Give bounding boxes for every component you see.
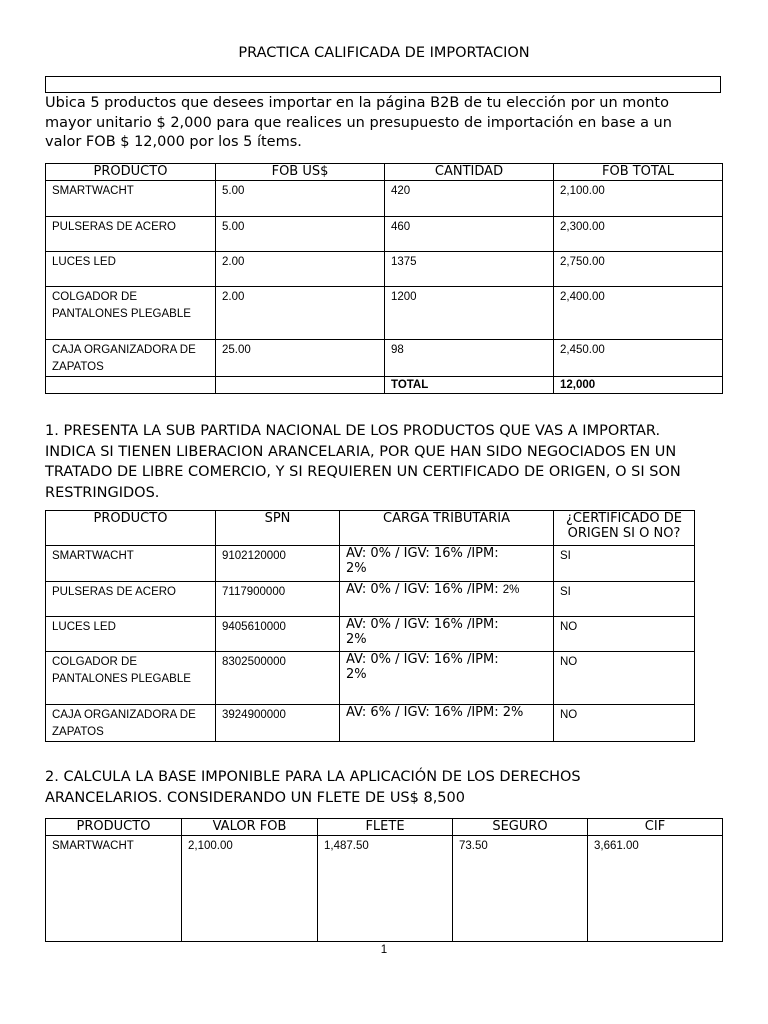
cell-product: SMARTWACHT (46, 181, 216, 217)
question-2-line-1: 2. CALCULA LA BASE IMPONIBLE PARA LA APLICACIÓN DE LOS DERECHOS (45, 769, 581, 785)
cell-cert: SI (554, 546, 695, 582)
cell-tax (340, 582, 554, 617)
cell-tax-main: AV: 0% / IGV: 16% /IPM: (346, 582, 503, 597)
cif-table (45, 818, 723, 942)
cell-product-line-1: CAJA ORGANIZADORA DE (52, 709, 196, 721)
table-row (46, 340, 723, 377)
header-spn: SPN (216, 511, 340, 546)
question-2 (45, 767, 735, 808)
cell-tax-line-1: AV: 0% / IGV: 16% /IPM: (346, 617, 499, 632)
table-row (46, 546, 695, 582)
question-1 (45, 421, 735, 503)
cell-product: LUCES LED (46, 252, 216, 287)
page-title: PRACTICA CALIFICADA DE IMPORTACION (238, 45, 530, 61)
cell-cert: NO (554, 617, 695, 652)
header-producto: PRODUCTO (46, 511, 216, 546)
cell-tax-line-1: AV: 6% / IGV: 16% /IPM: 2% (346, 705, 524, 720)
cell-total: 2,100.00 (554, 181, 723, 217)
cell-total: 2,300.00 (554, 217, 723, 252)
header-cantidad: CANTIDAD (385, 164, 554, 181)
header-valor-fob: VALOR FOB (182, 819, 318, 836)
table-row (46, 617, 695, 652)
cell-insurance: 73.50 (453, 836, 588, 942)
header-producto: PRODUCTO (46, 819, 182, 836)
cell-product-line-2: ZAPATOS (52, 726, 104, 738)
question-1-line-1: 1. PRESENTA LA SUB PARTIDA NACIONAL DE LOS PRODUCTOS QUE VAS A IMPORTAR. (45, 423, 661, 439)
table-row (46, 287, 723, 340)
empty-box (45, 76, 721, 93)
cell-empty (216, 377, 385, 394)
cell-product: PULSERAS DE ACERO (46, 217, 216, 252)
cell-product (46, 705, 216, 742)
cell-cif: 3,661.00 (588, 836, 723, 942)
cell-tax-line-2: 2% (346, 632, 367, 647)
total-row (46, 377, 723, 394)
header-producto: PRODUCTO (46, 164, 216, 181)
cell-tax-line-2: 2% (346, 667, 367, 682)
question-1-line-3: TRATADO DE LIBRE COMERCIO, Y SI REQUIEREN UN CERTIFICADO DE ORIGEN, O SI SON (45, 464, 681, 480)
header-carga-tributaria: CARGA TRIBUTARIA (340, 511, 554, 546)
cell-fob: 2,100.00 (182, 836, 318, 942)
cell-product (46, 287, 216, 340)
table-row (46, 705, 695, 742)
cell-spn: 9102120000 (216, 546, 340, 582)
cell-empty (46, 377, 216, 394)
table-row (46, 836, 723, 942)
cell-tax (340, 705, 554, 742)
cell-total: 2,400.00 (554, 287, 723, 340)
question-2-line-2: ARANCELARIOS. CONSIDERANDO UN FLETE DE US$ 8,500 (45, 789, 465, 806)
cell-spn: 7117900000 (216, 582, 340, 617)
header-fob-total: FOB TOTAL (554, 164, 723, 181)
header-cif: CIF (588, 819, 723, 836)
cell-qty: 98 (385, 340, 554, 377)
cell-freight: 1,487.50 (318, 836, 453, 942)
products-fob-table (45, 163, 723, 394)
header-certificado (554, 511, 695, 546)
table-row (46, 217, 723, 252)
cell-product: SMARTWACHT (46, 546, 216, 582)
table-row (46, 252, 723, 287)
cell-product (46, 652, 216, 705)
cell-total: 2,750.00 (554, 252, 723, 287)
cell-tax (340, 617, 554, 652)
cell-product-line-2: PANTALONES PLEGABLE (52, 673, 191, 685)
question-1-line-2: INDICA SI TIENEN LIBERACION ARANCELARIA, POR QUE HAN SIDO NEGOCIADOS EN UN (45, 443, 677, 460)
cell-fob: 25.00 (216, 340, 385, 377)
header-certificado-line-2: ORIGEN SI O NO? (567, 526, 681, 541)
cell-fob: 5.00 (216, 181, 385, 217)
cell-cert: NO (554, 705, 695, 742)
cell-cert: SI (554, 582, 695, 617)
question-1-line-4: RESTRINGIDOS. (45, 484, 160, 501)
cell-tax-line-2: 2% (346, 561, 367, 576)
intro-line-3: valor FOB $ 12,000 por los 5 ítems. (45, 134, 302, 150)
cell-fob: 2.00 (216, 287, 385, 340)
cell-tax-line-1: AV: 0% / IGV: 16% /IPM: (346, 652, 499, 667)
table-row (46, 582, 695, 617)
cell-product-line-2: PANTALONES PLEGABLE (52, 308, 191, 320)
page-number: 1 (380, 944, 388, 956)
cell-tax (340, 546, 554, 582)
tariff-table (45, 510, 695, 742)
header-flete: FLETE (318, 819, 453, 836)
intro-paragraph (45, 94, 735, 153)
intro-line-2: mayor unitario $ 2,000 para que realices un presupuesto de importación en base a un (45, 114, 672, 131)
cell-qty: 1375 (385, 252, 554, 287)
cell-tax-line-1: AV: 0% / IGV: 16% /IPM: (346, 546, 499, 561)
cell-spn: 8302500000 (216, 652, 340, 705)
cell-product: PULSERAS DE ACERO (46, 582, 216, 617)
cell-fob: 2.00 (216, 252, 385, 287)
table-header-row (46, 164, 723, 181)
header-certificado-line-1: ¿CERTIFICADO DE (566, 511, 682, 526)
cell-product (46, 340, 216, 377)
cell-spn: 3924900000 (216, 705, 340, 742)
cell-product: SMARTWACHT (46, 836, 182, 942)
cell-product-line-1: COLGADOR DE (52, 291, 137, 303)
cell-tax-small: 2% (502, 584, 520, 596)
total-label: TOTAL (385, 377, 554, 394)
cell-cert: NO (554, 652, 695, 705)
cell-tax (340, 652, 554, 705)
cell-product-line-2: ZAPATOS (52, 361, 104, 373)
header-fob: FOB US$ (216, 164, 385, 181)
cell-product-line-1: CAJA ORGANIZADORA DE (52, 344, 196, 356)
cell-qty: 1200 (385, 287, 554, 340)
cell-product: LUCES LED (46, 617, 216, 652)
cell-product-line-1: COLGADOR DE (52, 656, 137, 668)
cell-total: 2,450.00 (554, 340, 723, 377)
header-seguro: SEGURO (453, 819, 588, 836)
cell-spn: 9405610000 (216, 617, 340, 652)
cell-fob: 5.00 (216, 217, 385, 252)
total-value: 12,000 (554, 377, 723, 394)
cell-qty: 460 (385, 217, 554, 252)
cell-qty: 420 (385, 181, 554, 217)
table-header-row (46, 511, 695, 546)
intro-line-1: Ubica 5 productos que desees importar en la página B2B de tu elección por un monto (45, 95, 669, 111)
table-row (46, 652, 695, 705)
table-row (46, 181, 723, 217)
table-header-row (46, 819, 723, 836)
